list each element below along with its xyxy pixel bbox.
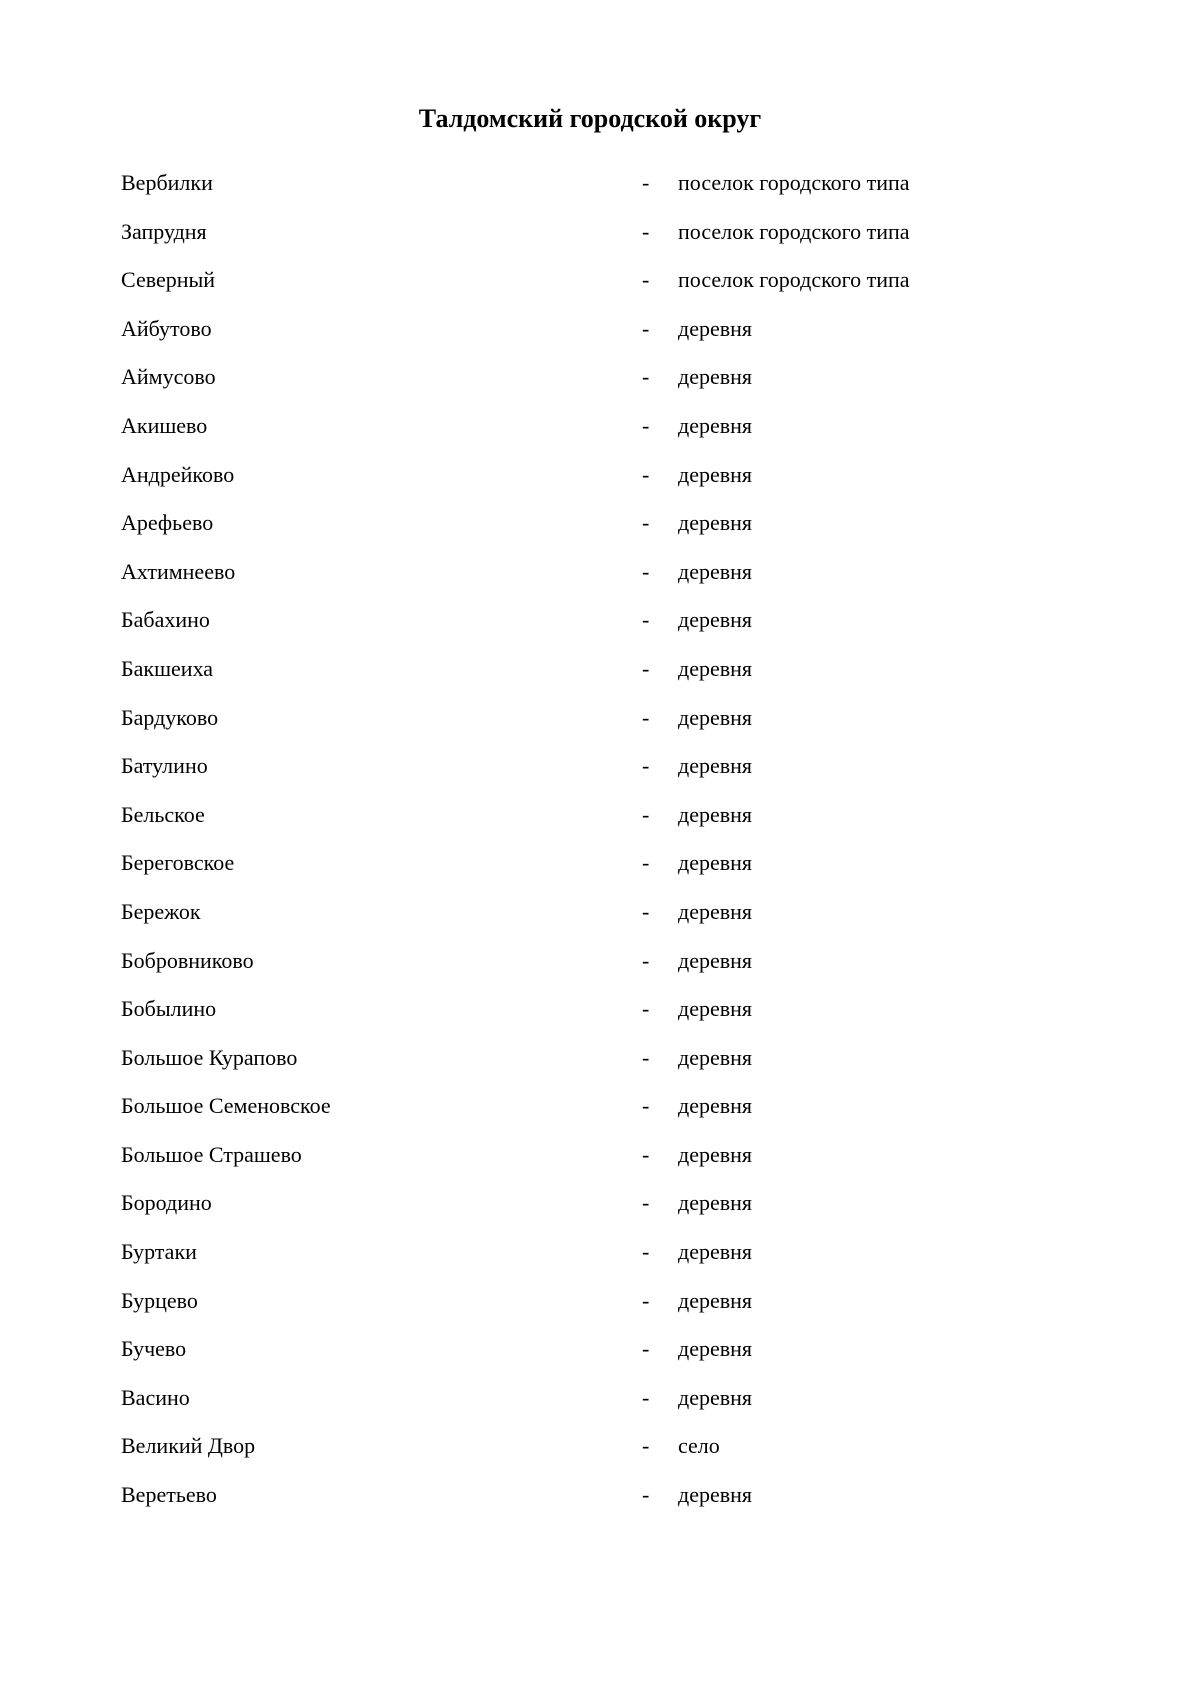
separator-dash: - xyxy=(642,218,650,244)
settlement-type: деревня xyxy=(678,558,753,584)
list-item xyxy=(0,1140,1200,1189)
list-item xyxy=(0,1286,1200,1335)
list-item xyxy=(0,654,1200,703)
list-item xyxy=(0,1188,1200,1237)
settlement-name: Буртаки xyxy=(121,1239,197,1265)
settlement-type: поселок городского типа xyxy=(678,218,910,244)
settlement-type: поселок городского типа xyxy=(678,170,910,195)
separator-dash: - xyxy=(642,510,650,536)
list-item xyxy=(0,362,1200,411)
list-item xyxy=(0,1043,1200,1092)
settlement-name: Ахтимнеево xyxy=(121,558,236,584)
separator-dash: - xyxy=(642,364,650,390)
page-title: Талдомский городской округ xyxy=(418,104,762,133)
settlement-name: Большое Курапово xyxy=(121,1044,298,1070)
list-item xyxy=(0,508,1200,557)
settlement-type: деревня xyxy=(678,753,753,779)
settlement-name: Северный xyxy=(121,267,216,293)
list-item xyxy=(0,751,1200,800)
separator-dash: - xyxy=(642,267,650,293)
settlement-name: Васино xyxy=(121,1384,190,1410)
separator-dash: - xyxy=(642,1044,650,1070)
settlement-type: деревня xyxy=(678,898,753,924)
settlement-name: Бельское xyxy=(121,801,205,827)
settlement-type: деревня xyxy=(678,947,753,973)
settlement-name: Бабахино xyxy=(121,607,210,633)
separator-dash: - xyxy=(642,412,650,438)
settlement-type: деревня xyxy=(678,801,753,827)
separator-dash: - xyxy=(642,607,650,633)
separator-dash: - xyxy=(642,1093,650,1119)
settlement-type: деревня xyxy=(678,1093,753,1119)
settlement-type: деревня xyxy=(678,704,753,730)
settlement-type: деревня xyxy=(678,1141,753,1167)
settlement-name: Вербилки xyxy=(121,170,213,195)
separator-dash: - xyxy=(642,1384,650,1410)
settlement-type: деревня xyxy=(678,461,753,487)
separator-dash: - xyxy=(642,704,650,730)
list-item xyxy=(0,460,1200,509)
settlement-name: Веретьево xyxy=(121,1482,217,1508)
list-item xyxy=(0,1334,1200,1383)
settlement-type: деревня xyxy=(678,655,753,681)
list-item xyxy=(0,411,1200,460)
settlement-type: деревня xyxy=(678,364,753,390)
settlement-name: Андрейково xyxy=(121,461,235,487)
settlement-name: Бучево xyxy=(121,1336,187,1362)
settlement-type: деревня xyxy=(678,510,753,536)
separator-dash: - xyxy=(642,461,650,487)
separator-dash: - xyxy=(642,1433,650,1459)
list-item xyxy=(0,1091,1200,1140)
settlement-name: Бакшеиха xyxy=(121,655,214,681)
settlement-type: деревня xyxy=(678,1287,753,1313)
separator-dash: - xyxy=(642,996,650,1022)
settlement-name: Арефьево xyxy=(121,510,214,536)
settlement-name: Бородино xyxy=(121,1190,212,1216)
settlement-type: деревня xyxy=(678,607,753,633)
separator-dash: - xyxy=(642,315,650,341)
list-item xyxy=(0,217,1200,266)
settlement-type: деревня xyxy=(678,1482,753,1508)
list-item xyxy=(0,265,1200,314)
settlement-name: Бардуково xyxy=(121,704,219,730)
settlement-name: Айбутово xyxy=(121,315,212,341)
settlement-name: Береговское xyxy=(121,850,235,876)
settlement-name: Бережок xyxy=(121,898,201,924)
settlement-type: деревня xyxy=(678,1190,753,1216)
separator-dash: - xyxy=(642,947,650,973)
list-item xyxy=(0,1237,1200,1286)
settlement-type: поселок городского типа xyxy=(678,267,910,293)
list-item xyxy=(0,946,1200,995)
separator-dash: - xyxy=(642,1239,650,1265)
separator-dash: - xyxy=(642,850,650,876)
settlement-type: деревня xyxy=(678,1336,753,1362)
settlement-name: Запрудня xyxy=(121,218,207,244)
list-item xyxy=(0,605,1200,654)
settlement-type: деревня xyxy=(678,1239,753,1265)
settlement-name: Большое Страшево xyxy=(121,1141,302,1167)
list-item xyxy=(0,994,1200,1043)
list-item xyxy=(0,168,1200,217)
settlement-name: Акишево xyxy=(121,412,208,438)
settlement-name: Батулино xyxy=(121,753,208,779)
list-item xyxy=(0,800,1200,849)
separator-dash: - xyxy=(642,170,650,195)
settlement-type: деревня xyxy=(678,315,753,341)
separator-dash: - xyxy=(642,1482,650,1508)
settlement-type: деревня xyxy=(678,1384,753,1410)
settlement-name: Бобровниково xyxy=(121,947,254,973)
separator-dash: - xyxy=(642,655,650,681)
settlement-type: село xyxy=(678,1433,720,1459)
settlement-type: деревня xyxy=(678,996,753,1022)
settlement-name: Большое Семеновское xyxy=(121,1093,331,1119)
settlement-name: Бурцево xyxy=(121,1287,198,1313)
list-item xyxy=(0,1480,1200,1529)
settlement-type: деревня xyxy=(678,850,753,876)
settlement-list xyxy=(0,168,1200,1529)
settlement-name: Бобылино xyxy=(121,996,217,1022)
list-item xyxy=(0,557,1200,606)
list-item xyxy=(0,314,1200,363)
separator-dash: - xyxy=(642,898,650,924)
settlement-name: Великий Двор xyxy=(121,1433,256,1459)
list-item xyxy=(0,848,1200,897)
list-item xyxy=(0,703,1200,752)
list-item xyxy=(0,1431,1200,1480)
separator-dash: - xyxy=(642,1190,650,1216)
separator-dash: - xyxy=(642,753,650,779)
separator-dash: - xyxy=(642,1287,650,1313)
list-item xyxy=(0,897,1200,946)
settlement-name: Аймусово xyxy=(121,364,216,390)
separator-dash: - xyxy=(642,801,650,827)
list-item xyxy=(0,1383,1200,1432)
separator-dash: - xyxy=(642,558,650,584)
separator-dash: - xyxy=(642,1336,650,1362)
settlement-type: деревня xyxy=(678,1044,753,1070)
separator-dash: - xyxy=(642,1141,650,1167)
settlement-type: деревня xyxy=(678,412,753,438)
